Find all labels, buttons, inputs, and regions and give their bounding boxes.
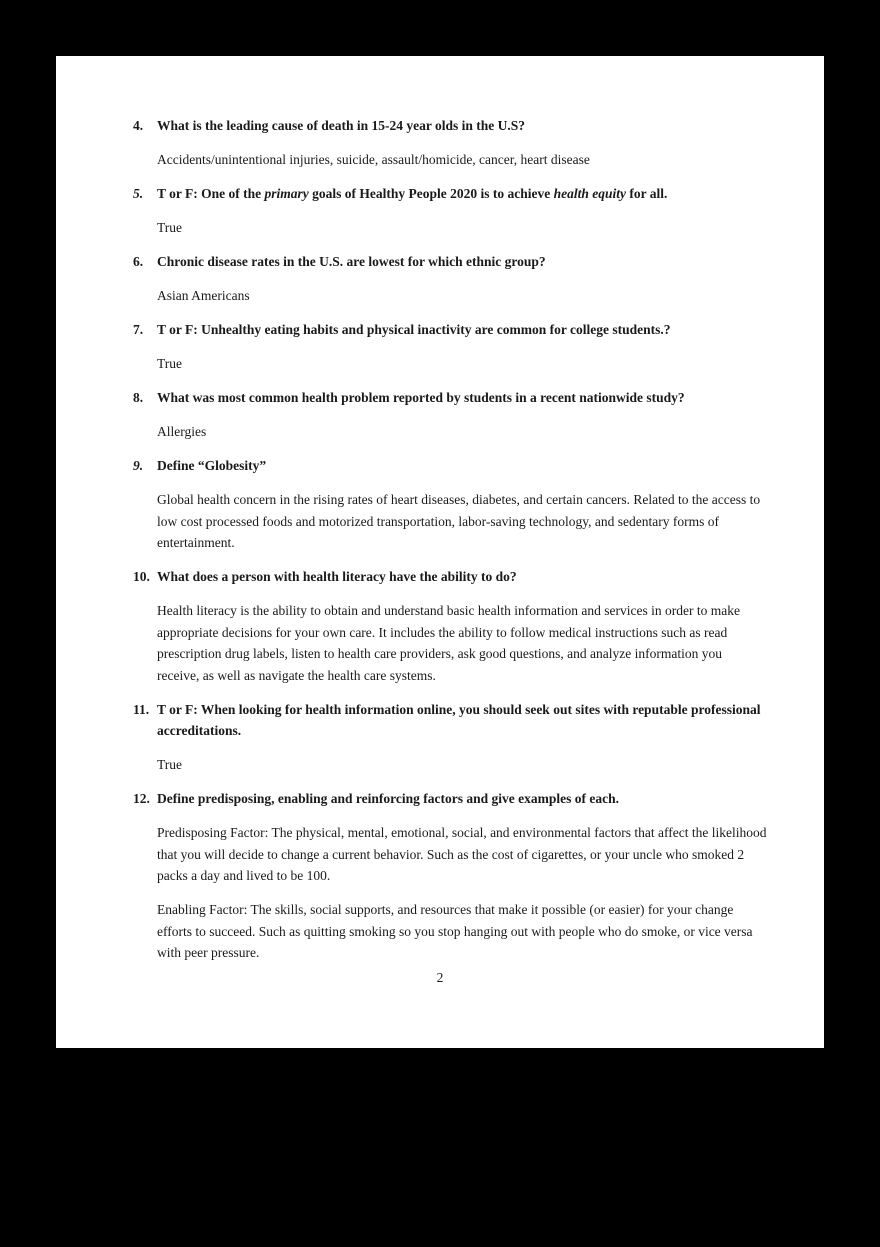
qa-item xyxy=(133,319,767,375)
question-segment: Define predisposing, enabling and reinforcing factors and give examples of each. xyxy=(157,791,620,806)
question-segment: primary xyxy=(264,186,309,201)
question-text xyxy=(157,251,767,273)
question-segment: What does a person with health literacy have the ability to do? xyxy=(157,569,517,584)
document-page xyxy=(56,56,824,1048)
question-number: 9. xyxy=(133,458,144,473)
answer-paragraph: Asian Americans xyxy=(157,288,250,303)
answer-paragraph: True xyxy=(157,757,183,772)
question-number: 11. xyxy=(133,701,150,717)
question-segment: goals of Healthy People 2020 is to achieve xyxy=(308,186,554,201)
answer-paragraph: True xyxy=(157,220,183,235)
qa-item xyxy=(133,699,767,776)
qa-item xyxy=(133,387,767,443)
qa-item xyxy=(133,183,767,239)
question-segment: T or F: Unhealthy eating habits and physical inactivity are common for college students.? xyxy=(157,322,671,337)
qa-item xyxy=(133,115,767,171)
question-segment: Chronic disease rates in the U.S. are lowest for which ethnic group? xyxy=(157,254,546,269)
question-text xyxy=(157,566,767,588)
question-text xyxy=(157,115,767,137)
answer-block xyxy=(157,149,767,171)
answer-paragraph: Global health concern in the rising rates of heart diseases, diabetes, and certain cancers. Related to the access to low cost processed foods and motorized transportation, labor-saving technology, and sedentary forms of entertainment. xyxy=(157,492,761,550)
answer-block xyxy=(157,489,767,554)
answer-block xyxy=(157,353,767,375)
question-text xyxy=(157,699,767,742)
answer-block xyxy=(157,754,767,776)
question-segment: T or F: When looking for health information online, you should seek out sites with reputable professional accreditations. xyxy=(157,701,761,738)
question-number: 4. xyxy=(133,118,144,133)
qa-item xyxy=(133,788,767,964)
question-segment: What is the leading cause of death in 15-24 year olds in the U.S? xyxy=(157,118,526,133)
question-number: 10. xyxy=(133,569,150,584)
answer-paragraph: Enabling Factor: The skills, social supports, and resources that make it possible (or easier) for your change efforts to succeed. Such as quitting smoking so you stop hanging out with people who do smoke, or vice versa with peer pressure. xyxy=(157,902,753,960)
question-number: 8. xyxy=(133,390,144,405)
question-number: 6. xyxy=(133,254,144,269)
page-number: 2 xyxy=(436,970,444,985)
answer-block xyxy=(157,822,767,964)
answer-paragraph: True xyxy=(157,356,183,371)
answer-paragraph: Accidents/unintentional injuries, suicide, assault/homicide, cancer, heart disease xyxy=(157,152,590,167)
question-segment: Define “Globesity” xyxy=(157,458,267,473)
answer-paragraph: Predisposing Factor: The physical, mental, emotional, social, and environmental factors that affect the likelihood that you will decide to change a current behavior. Such as the cost of cigarettes, or your uncle who smoked 2 packs a day and lived to be 100. xyxy=(157,825,767,883)
answer-paragraph: Health literacy is the ability to obtain and understand basic health information and services in order to make appropriate decisions for your own care. It includes the ability to follow medical instructions such as read prescription drug labels, listen to health care providers, ask good questions, and analyze information you receive, as well as navigate the health care systems. xyxy=(157,603,740,683)
question-text xyxy=(157,319,767,341)
question-text xyxy=(157,387,767,409)
question-segment: T or F: One of the xyxy=(157,186,265,201)
qa-item xyxy=(133,566,767,686)
question-number: 12. xyxy=(133,791,150,806)
answer-block xyxy=(157,421,767,443)
qa-item xyxy=(133,251,767,307)
answer-block xyxy=(157,600,767,686)
answer-block xyxy=(157,285,767,307)
answer-paragraph: Allergies xyxy=(157,424,207,439)
question-text xyxy=(157,788,767,810)
question-text xyxy=(157,183,767,205)
question-segment: health equity xyxy=(553,186,627,201)
question-number: 7. xyxy=(133,322,144,337)
question-number: 5. xyxy=(133,186,144,201)
question-segment: What was most common health problem reported by students in a recent nationwide study? xyxy=(157,390,685,405)
question-text xyxy=(157,455,767,477)
qa-list xyxy=(56,56,824,964)
qa-item xyxy=(133,455,767,554)
question-segment: for all. xyxy=(626,186,668,201)
answer-block xyxy=(157,217,767,239)
